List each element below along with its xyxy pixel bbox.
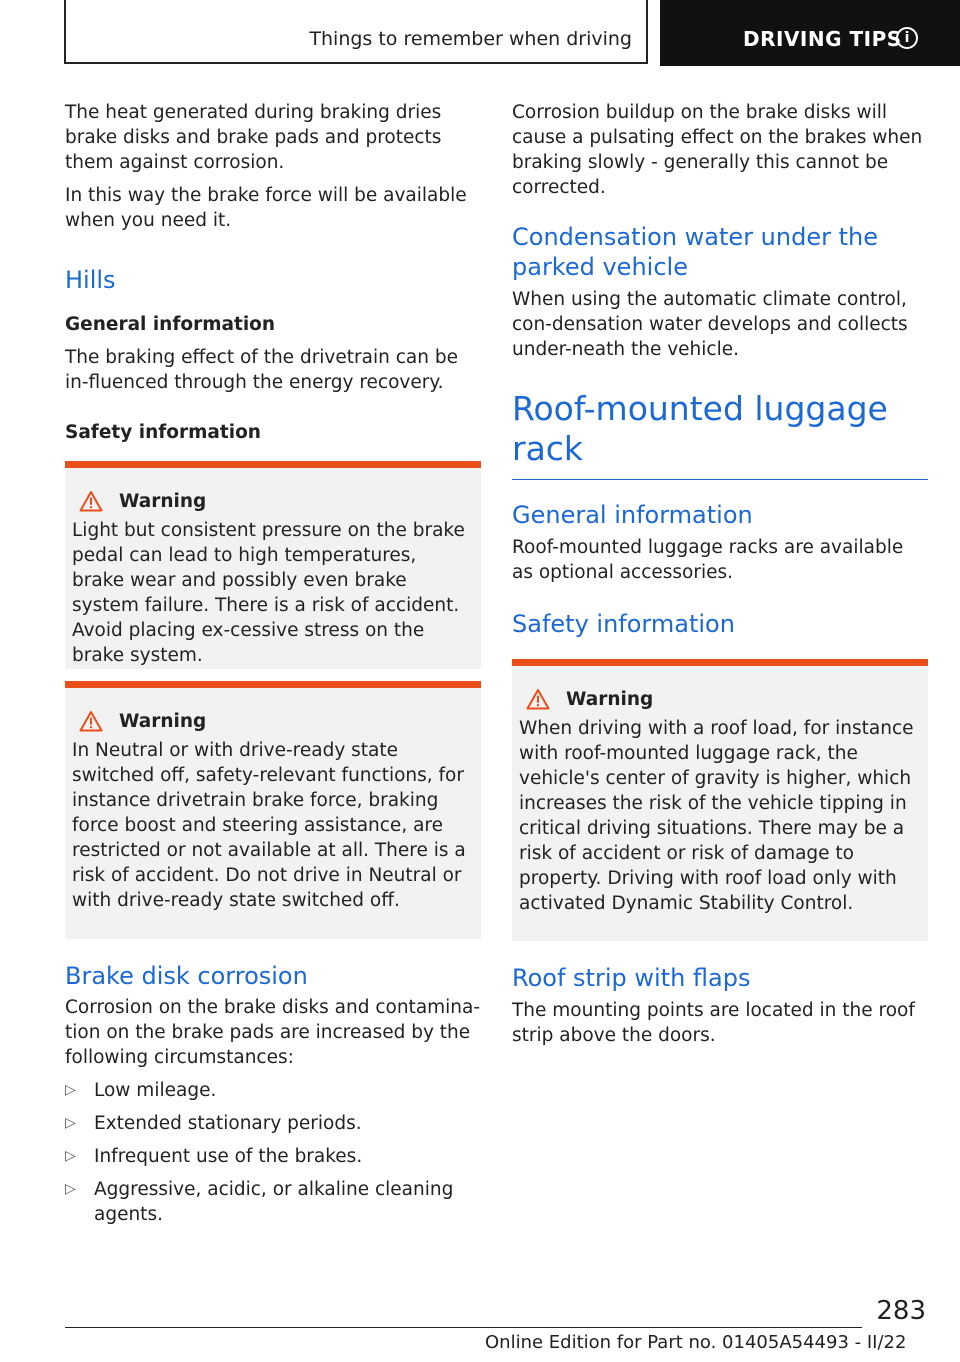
edition-footer: Online Edition for Part no. 01405A54493 - II/22	[485, 1332, 907, 1353]
intro-paragraph-2: In this way the brake force will be available when you need it.	[65, 185, 467, 231]
warning-triangle-icon	[79, 710, 103, 732]
section-title: Things to remember when driving	[309, 28, 632, 50]
triangle-bullet-icon: ▷	[65, 1181, 76, 1197]
condensation-heading: Condensation water under the parked vehicle	[512, 223, 878, 281]
roof-strip-text: The mounting points are located in the roof strip above the doors.	[512, 1000, 915, 1046]
warning-box-neutral	[65, 681, 481, 939]
footer-divider	[65, 1327, 862, 1328]
general-info-text: The braking effect of the drivetrain can be in-fluenced through the energy recovery.	[65, 347, 458, 393]
section-tab	[64, 0, 648, 64]
left-column	[65, 100, 481, 1235]
warning-box-brake-pressure	[65, 461, 481, 669]
page-header	[0, 0, 960, 66]
safety-info-heading: Safety information	[65, 422, 261, 443]
corrosion-buildup-text: Corrosion buildup on the brake disks will cause a pulsating effect on the brakes when braking slowly - generally this cannot be corrected.	[512, 102, 923, 198]
right-column	[512, 100, 928, 1048]
warning-title: Warning	[119, 490, 207, 512]
brake-corrosion-text: Corrosion on the brake disks and contamina-tion on the brake pads are increased by the following circumstances:	[65, 997, 481, 1068]
warning-triangle-icon	[526, 688, 550, 710]
triangle-bullet-icon: ▷	[65, 1148, 76, 1164]
chapter-title: DRIVING TIPS	[743, 27, 902, 51]
warning-text: In Neutral or with drive-ready state switched off, safety-relevant functions, for instance drivetrain brake force, braking force boost and steering assistance, are restricted or not available at all. There is a risk of accident. Do not drive in Neutral or with drive-ready state switched off.	[72, 740, 466, 911]
warning-box-roof-load	[512, 659, 928, 941]
roof-general-info-text: Roof-mounted luggage racks are available as optional accessories.	[512, 537, 904, 583]
warning-triangle-icon	[79, 490, 103, 512]
roof-safety-info-heading: Safety information	[512, 610, 735, 638]
corrosion-circumstances-list	[65, 1078, 481, 1227]
list-item: ▷ Infrequent use of the brakes.	[65, 1146, 363, 1167]
warning-title: Warning	[566, 688, 654, 710]
triangle-bullet-icon: ▷	[65, 1082, 76, 1098]
warning-text: Light but consistent pressure on the brake pedal can lead to high temperatures, brake wear and possibly even brake system failure. There is a risk of accident. Avoid placing ex-cessive stress on the brake system.	[72, 520, 465, 666]
heading-divider	[512, 479, 928, 480]
list-item: ▷ Extended stationary periods.	[65, 1113, 362, 1134]
roof-general-info-heading: General information	[512, 501, 753, 529]
info-circle-icon: i	[896, 27, 918, 49]
hills-heading: Hills	[65, 266, 116, 294]
brake-corrosion-heading: Brake disk corrosion	[65, 962, 308, 990]
condensation-text: When using the automatic climate control, con-densation water develops and collects under-neath the vehicle.	[512, 289, 908, 360]
page-number: 283	[876, 1296, 926, 1326]
intro-paragraph-1: The heat generated during braking dries brake disks and brake pads and protects them against corrosion.	[65, 102, 442, 173]
list-item: ▷ Aggressive, acidic, or alkaline cleaning agents.	[65, 1179, 454, 1225]
roof-strip-heading: Roof strip with flaps	[512, 964, 751, 992]
warning-title: Warning	[119, 710, 207, 732]
warning-text: When driving with a roof load, for instance with roof-mounted luggage rack, the vehicle's center of gravity is higher, which increases the risk of the vehicle tipping in critical driving situations. There may be a risk of accident or risk of damage to property. Driving with roof load only with activated Dynamic Stability Control.	[519, 718, 914, 914]
triangle-bullet-icon: ▷	[65, 1115, 76, 1131]
list-item: ▷ Low mileage.	[65, 1080, 217, 1101]
roof-rack-heading: Roof-mounted luggage rack	[512, 389, 888, 468]
chapter-tab	[660, 0, 960, 66]
general-info-heading: General information	[65, 314, 276, 335]
